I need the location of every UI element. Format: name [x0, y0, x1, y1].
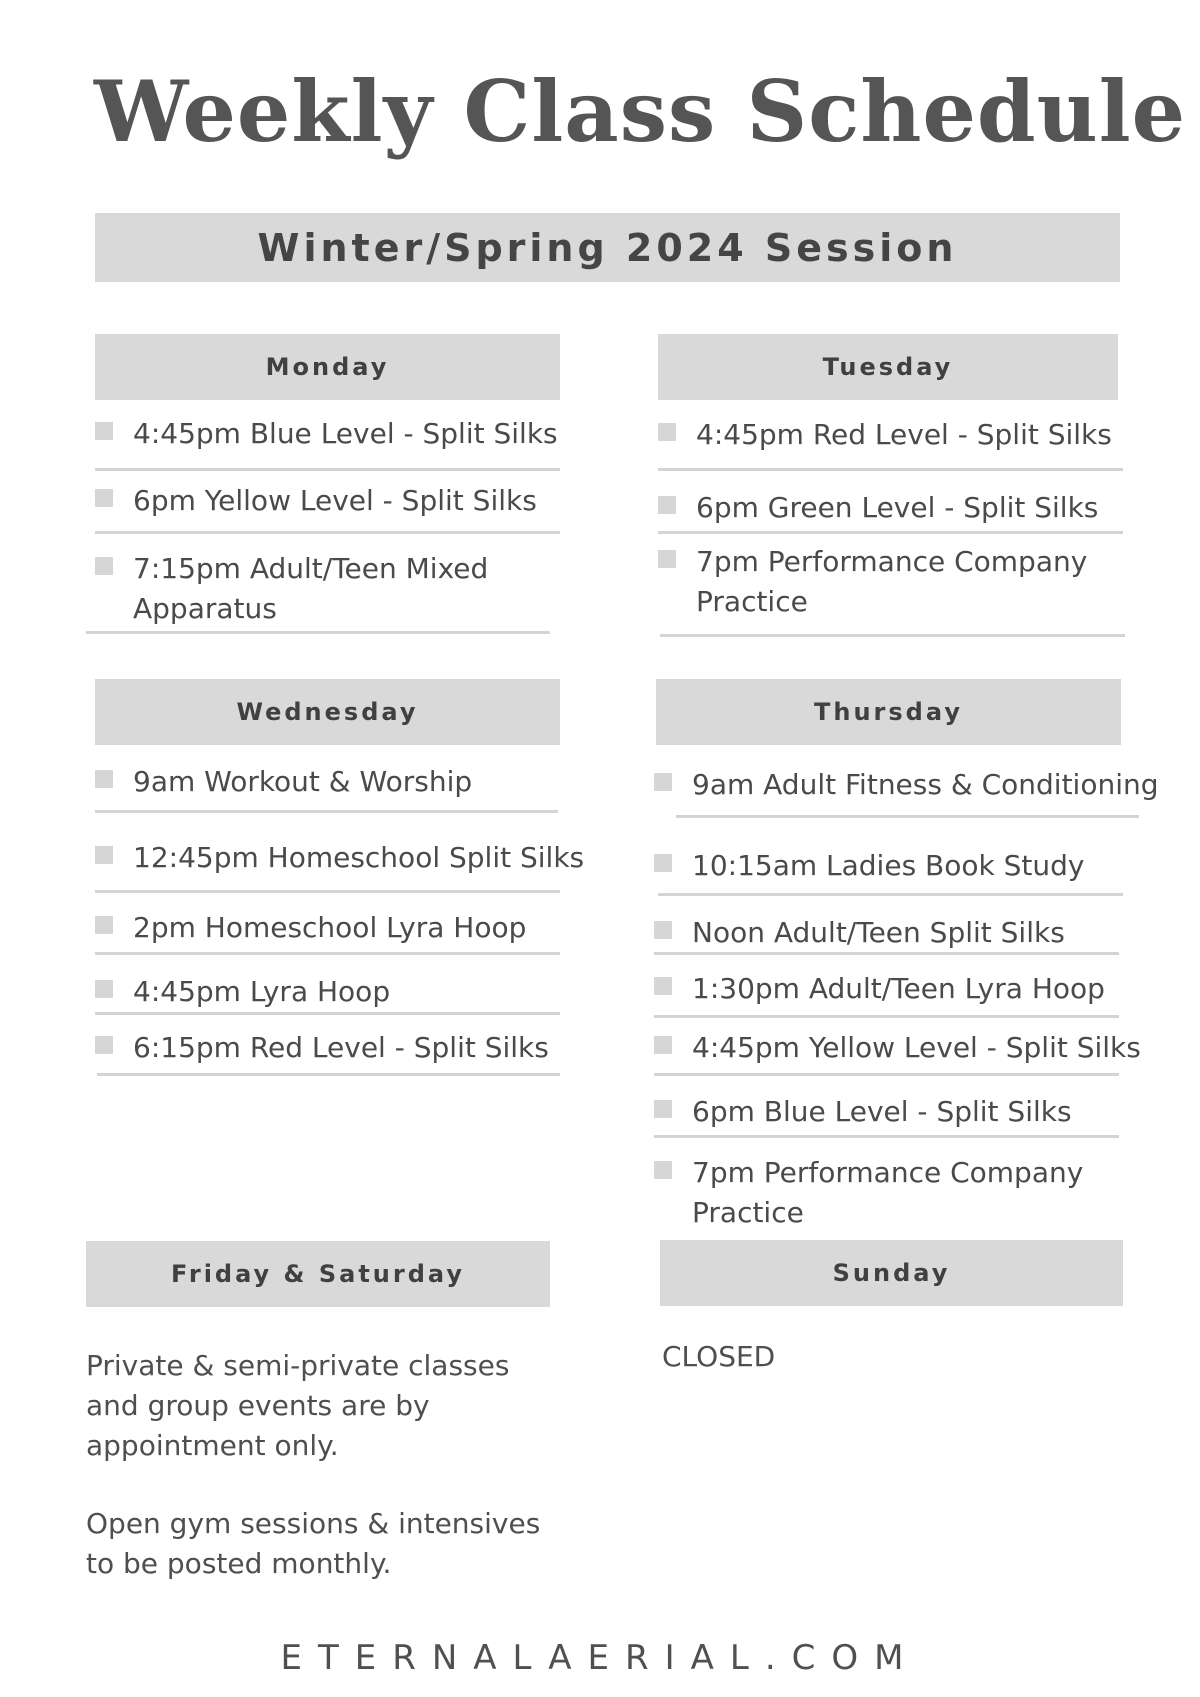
divider [676, 815, 1139, 818]
divider [97, 1073, 560, 1076]
divider [654, 1135, 1119, 1138]
list-item [95, 838, 595, 878]
bullet-square-icon [95, 422, 113, 440]
day-header-tuesday [658, 334, 1118, 400]
class-text: 7pm Performance Company Practice [696, 545, 1088, 618]
website-footer: ETERNALAERIAL.COM [280, 1638, 920, 1678]
divider [658, 468, 1123, 471]
class-text: 6pm Green Level - Split Silks [696, 491, 1099, 524]
class-text: 7:15pm Adult/Teen Mixed Apparatus [133, 552, 489, 625]
class-text: 10:15am Ladies Book Study [692, 849, 1085, 882]
divider [95, 1012, 560, 1015]
class-text: 6pm Blue Level - Split Silks [692, 1095, 1072, 1128]
list-item [95, 972, 575, 1012]
session-banner [95, 213, 1120, 282]
list-item [95, 762, 575, 802]
day-label: Monday [265, 353, 390, 381]
divider [86, 631, 550, 634]
list-item [654, 913, 1134, 953]
day-label: Tuesday [822, 353, 954, 381]
class-text: 4:45pm Red Level - Split Silks [696, 418, 1112, 451]
class-text: 7pm Performance Company Practice [692, 1156, 1084, 1229]
list-item [95, 549, 535, 629]
bullet-square-icon [95, 980, 113, 998]
list-item [658, 415, 1138, 455]
bullet-square-icon [654, 773, 672, 791]
class-text: 1:30pm Adult/Teen Lyra Hoop [692, 972, 1105, 1005]
day-label: Thursday [814, 698, 963, 726]
divider [658, 893, 1123, 896]
day-header-sunday [660, 1240, 1123, 1306]
divider [654, 952, 1119, 955]
list-item [654, 846, 1134, 886]
day-header-friday-saturday [86, 1241, 550, 1307]
bullet-square-icon [654, 921, 672, 939]
bullet-square-icon [95, 489, 113, 507]
divider [654, 1015, 1119, 1018]
divider [658, 531, 1123, 534]
divider [654, 1073, 1119, 1076]
appointment-note: Private & semi-private classes and group events are by appointment only. [86, 1349, 510, 1462]
class-text: 12:45pm Homeschool Split Silks [133, 841, 585, 874]
page-title: Weekly Class Schedule [94, 62, 1187, 161]
open-gym-note: Open gym sessions & intensives to be posted monthly. [86, 1507, 541, 1580]
bullet-square-icon [654, 1161, 672, 1179]
divider [95, 531, 560, 534]
bullet-square-icon [95, 1036, 113, 1054]
list-item [95, 481, 575, 521]
bullet-square-icon [654, 1036, 672, 1054]
bullet-square-icon [95, 916, 113, 934]
day-header-wednesday [95, 679, 560, 745]
day-header-monday [95, 334, 560, 400]
day-label: Friday & Saturday [171, 1260, 465, 1288]
bullet-square-icon [95, 557, 113, 575]
class-text: 4:45pm Lyra Hoop [133, 975, 391, 1008]
class-text: 6pm Yellow Level - Split Silks [133, 484, 537, 517]
class-text: 9am Workout & Worship [133, 765, 473, 798]
class-text: 9am Adult Fitness & Conditioning [692, 768, 1159, 801]
class-text: Noon Adult/Teen Split Silks [692, 916, 1065, 949]
day-label: Wednesday [236, 698, 419, 726]
bullet-square-icon [95, 770, 113, 788]
divider [95, 468, 560, 471]
list-item [654, 765, 1194, 805]
divider [95, 952, 560, 955]
list-item [654, 1153, 1114, 1233]
bullet-square-icon [658, 550, 676, 568]
divider [95, 810, 558, 813]
session-label: Winter/Spring 2024 Session [257, 225, 958, 270]
bullet-square-icon [654, 854, 672, 872]
divider [95, 890, 560, 893]
sunday-closed: CLOSED [662, 1340, 776, 1373]
list-item [658, 542, 1118, 622]
list-item [654, 1028, 1174, 1068]
list-item [654, 1092, 1134, 1132]
divider [660, 634, 1125, 637]
list-item [95, 1028, 575, 1068]
bullet-square-icon [658, 496, 676, 514]
bullet-square-icon [95, 846, 113, 864]
class-text: 4:45pm Blue Level - Split Silks [133, 417, 558, 450]
list-item [95, 908, 575, 948]
class-text: 4:45pm Yellow Level - Split Silks [692, 1031, 1141, 1064]
list-item [658, 488, 1138, 528]
day-label: Sunday [832, 1259, 951, 1287]
bullet-square-icon [658, 423, 676, 441]
class-text: 6:15pm Red Level - Split Silks [133, 1031, 549, 1064]
bullet-square-icon [654, 977, 672, 995]
list-item [95, 414, 575, 454]
bullet-square-icon [654, 1100, 672, 1118]
class-text: 2pm Homeschool Lyra Hoop [133, 911, 527, 944]
day-header-thursday [656, 679, 1121, 745]
list-item [654, 969, 1154, 1009]
